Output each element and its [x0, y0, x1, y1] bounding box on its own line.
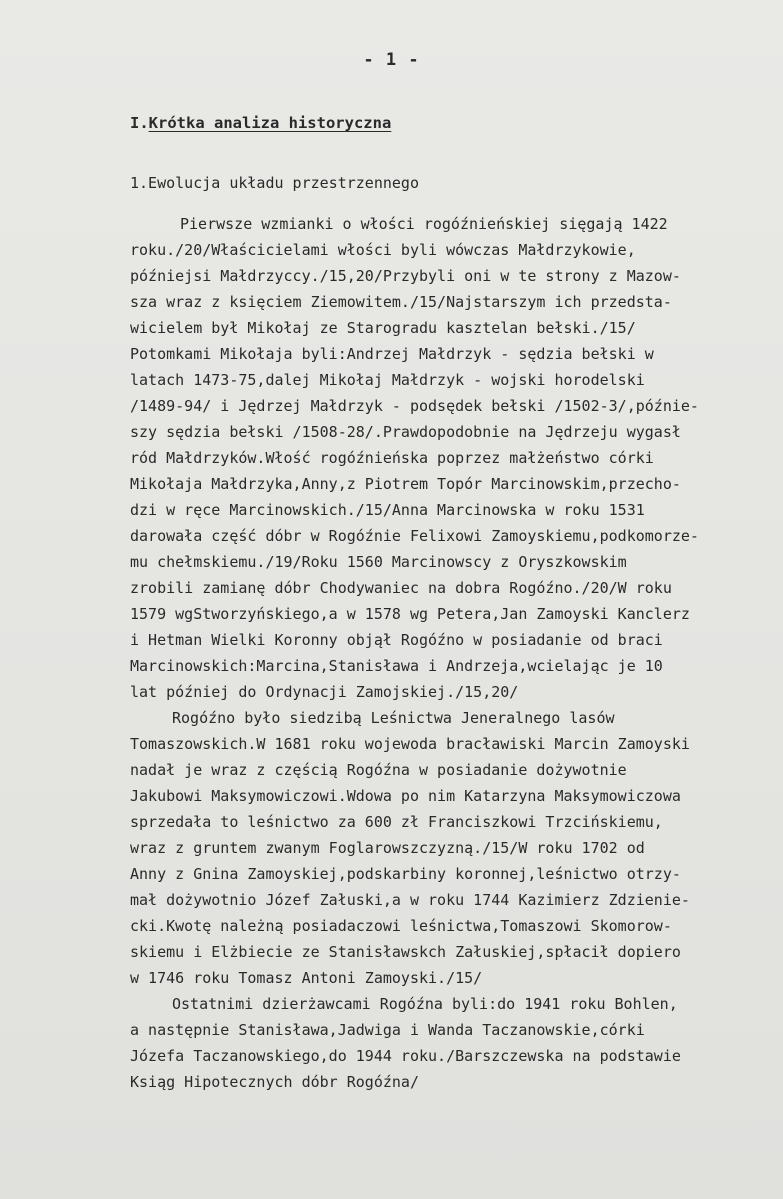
text-line: i Hetman Wielki Koronny objął Rogóźno w posiadanie od braci	[130, 631, 663, 649]
text-line: Rogóźno było siedzibą Leśnictwa Jeneralnego lasów	[172, 709, 615, 727]
text-line: nadał je wraz z częścią Rogóźna w posiadanie dożywotnie	[130, 761, 627, 779]
text-line: 1579 wgStworzyńskiego,a w 1578 wg Petera,Jan Zamoyski Kanclerz	[130, 605, 690, 623]
text-line: Jakubowi Maksymowiczowi.Wdowa po nim Katarzyna Maksymowiczowa	[130, 787, 681, 805]
text-line: /1489-94/ i Jędrzej Małdrzyk - podsędek bełski /1502-3/,późnie-	[130, 397, 699, 415]
text-line: ród Małdrzyków.Włość rogóźnieńska poprzez małżeństwo córki	[130, 449, 654, 467]
text-line: darowała część dóbr w Rogóźnie Felixowi Zamoyskiemu,podkomorze-	[130, 527, 699, 545]
text-line: skiemu i Elżbiecie ze Stanisławskch Załuskiej,spłacił dopiero	[130, 943, 681, 961]
text-line: mu chełmskiemu./19/Roku 1560 Marcinowscy z Oryszkowskim	[130, 553, 627, 571]
text-line: Ksiąg Hipotecznych dóbr Rogóźna/	[130, 1073, 419, 1091]
text-line: Marcinowskich:Marcina,Stanisława i Andrzeja,wcielając je 10	[130, 657, 663, 675]
text-line: w 1746 roku Tomasz Antoni Zamoyski./15/	[130, 969, 483, 987]
text-line: Anny z Gnina Zamoyskiej,podskarbiny koronnej,leśnictwo otrzy-	[130, 865, 681, 883]
text-line: a następnie Stanisława,Jadwiga i Wanda Taczanowskie,córki	[130, 1021, 645, 1039]
chapter-title: Krótka analiza historyczna	[148, 114, 392, 132]
section-title: 1.Ewolucja układu przestrzennego	[130, 174, 419, 192]
text-line: latach 1473-75,dalej Mikołaj Małdrzyk - wojski horodelski	[130, 371, 645, 389]
text-line: późniejsi Małdrzyccy./15,20/Przybyli oni w te strony z Mazow-	[130, 267, 681, 285]
text-line: zrobili zamianę dóbr Chodywaniec na dobra Rogóźno./20/W roku	[130, 579, 672, 597]
text-line: sprzedała to leśnictwo za 600 zł Franciszkowi Trzcińskiemu,	[130, 813, 663, 831]
chapter-heading	[130, 114, 391, 132]
text-line: Mikołaja Małdrzyka,Anny,z Piotrem Topór Marcinowskim,przecho-	[130, 475, 681, 493]
text-line: lat później do Ordynacji Zamojskiej./15,20/	[130, 683, 519, 701]
text-line: wicielem był Mikołaj ze Starogradu kasztelan bełski./15/	[130, 319, 636, 337]
text-line: szy sędzia bełski /1508-28/.Prawdopodobnie na Jędrzeju wygasł	[130, 423, 681, 441]
text-line: mał dożywotnio Józef Załuski,a w roku 1744 Kazimierz Zdzienie-	[130, 891, 690, 909]
text-line: sza wraz z księciem Ziemowitem./15/Najstarszym ich przedsta-	[130, 293, 672, 311]
text-line: dzi w ręce Marcinowskich./15/Anna Marcinowska w roku 1531	[130, 501, 645, 519]
text-line: Tomaszowskich.W 1681 roku wojewoda bracławiski Marcin Zamoyski	[130, 735, 690, 753]
text-line: Potomkami Mikołaja byli:Andrzej Małdrzyk - sędzia bełski w	[130, 345, 654, 363]
text-line: roku./20/Właścicielami włości byli wówczas Małdrzykowie,	[130, 241, 636, 259]
text-line: Ostatnimi dzierżawcami Rogóźna byli:do 1941 roku Bohlen,	[172, 995, 678, 1013]
text-line: wraz z gruntem zwanym Foglarowszczyzną./15/W roku 1702 od	[130, 839, 645, 857]
text-line: cki.Kwotę należną posiadaczowi leśnictwa,Tomaszowi Skomorow-	[130, 917, 672, 935]
page-number: - 1 -	[363, 50, 420, 70]
text-line: Józefa Taczanowskiego,do 1944 roku./Barszczewska na podstawie	[130, 1047, 681, 1065]
text-line: Pierwsze wzmianki o włości rogóźnieńskiej sięgają 1422	[180, 215, 668, 233]
chapter-number: I.	[130, 114, 149, 132]
